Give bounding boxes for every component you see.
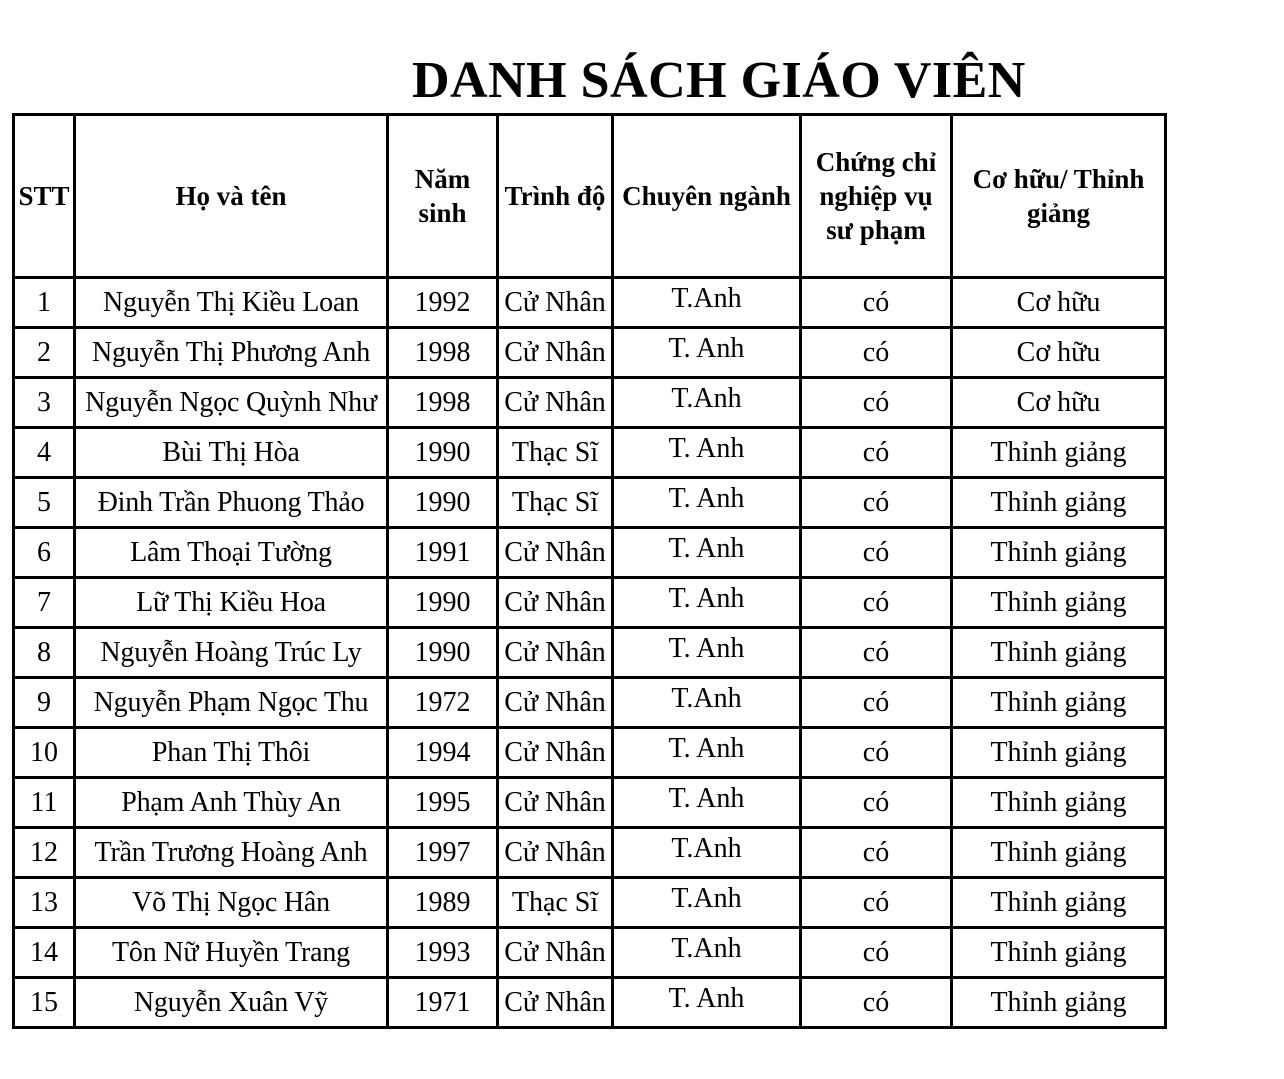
header-type: Cơ hữu/ Thỉnh giảng — [952, 115, 1166, 278]
cell-level: Cử Nhân — [498, 778, 613, 828]
cell-name: Nguyễn Phạm Ngọc Thu — [75, 678, 388, 728]
table-row — [14, 728, 1166, 778]
cell-name: Nguyễn Ngọc Quỳnh Như — [75, 378, 388, 428]
cell-year: 1998 — [388, 378, 498, 428]
cell-year: 1989 — [388, 878, 498, 928]
cell-name: Lâm Thoại Tường — [75, 528, 388, 578]
cell-stt: 6 — [14, 528, 75, 578]
cell-major: T. Anh — [613, 428, 801, 478]
cell-major: T.Anh — [613, 678, 801, 728]
cell-level: Cử Nhân — [498, 378, 613, 428]
cell-year: 1990 — [388, 478, 498, 528]
cell-cert: có — [801, 378, 952, 428]
cell-cert: có — [801, 928, 952, 978]
cell-year: 1998 — [388, 328, 498, 378]
cell-year: 1990 — [388, 628, 498, 678]
cell-stt: 14 — [14, 928, 75, 978]
table-row — [14, 878, 1166, 928]
cell-major: T. Anh — [613, 628, 801, 678]
table-header-row — [14, 115, 1166, 278]
header-major: Chuyên ngành — [613, 115, 801, 278]
cell-year: 1993 — [388, 928, 498, 978]
cell-level: Cử Nhân — [498, 928, 613, 978]
table-row — [14, 778, 1166, 828]
cell-name: Phạm Anh Thùy An — [75, 778, 388, 828]
cell-major: T.Anh — [613, 828, 801, 878]
cell-cert: có — [801, 578, 952, 628]
table-row — [14, 528, 1166, 578]
table-row — [14, 578, 1166, 628]
header-cert: Chứng chỉ nghiệp vụ sư phạm — [801, 115, 952, 278]
cell-year: 1994 — [388, 728, 498, 778]
cell-major: T.Anh — [613, 378, 801, 428]
cell-type: Thỉnh giảng — [952, 528, 1166, 578]
cell-major: T. Anh — [613, 978, 801, 1028]
cell-name: Võ Thị Ngọc Hân — [75, 878, 388, 928]
table-row — [14, 628, 1166, 678]
cell-type: Thỉnh giảng — [952, 778, 1166, 828]
cell-level: Cử Nhân — [498, 328, 613, 378]
cell-stt: 5 — [14, 478, 75, 528]
cell-level: Cử Nhân — [498, 278, 613, 328]
table-row — [14, 378, 1166, 428]
cell-stt: 9 — [14, 678, 75, 728]
cell-major: T. Anh — [613, 778, 801, 828]
header-level: Trình độ — [498, 115, 613, 278]
cell-stt: 15 — [14, 978, 75, 1028]
cell-stt: 11 — [14, 778, 75, 828]
cell-year: 1972 — [388, 678, 498, 728]
cell-cert: có — [801, 728, 952, 778]
table-row — [14, 678, 1166, 728]
cell-type: Thỉnh giảng — [952, 478, 1166, 528]
cell-name: Nguyễn Thị Kiều Loan — [75, 278, 388, 328]
cell-cert: có — [801, 878, 952, 928]
cell-major: T. Anh — [613, 528, 801, 578]
cell-cert: có — [801, 478, 952, 528]
cell-type: Thỉnh giảng — [952, 678, 1166, 728]
cell-stt: 13 — [14, 878, 75, 928]
cell-level: Thạc Sĩ — [498, 428, 613, 478]
cell-major: T.Anh — [613, 878, 801, 928]
table-row — [14, 928, 1166, 978]
cell-type: Cơ hữu — [952, 328, 1166, 378]
cell-name: Trần Trương Hoàng Anh — [75, 828, 388, 878]
cell-level: Thạc Sĩ — [498, 878, 613, 928]
cell-name: Tôn Nữ Huyền Trang — [75, 928, 388, 978]
cell-major: T. Anh — [613, 728, 801, 778]
table-body — [14, 278, 1166, 1028]
cell-type: Thỉnh giảng — [952, 928, 1166, 978]
cell-stt: 12 — [14, 828, 75, 878]
cell-cert: có — [801, 328, 952, 378]
cell-year: 1990 — [388, 578, 498, 628]
cell-level: Cử Nhân — [498, 828, 613, 878]
table-row — [14, 278, 1166, 328]
cell-stt: 8 — [14, 628, 75, 678]
cell-name: Nguyễn Thị Phương Anh — [75, 328, 388, 378]
cell-cert: có — [801, 678, 952, 728]
page-title: DANH SÁCH GIÁO VIÊN — [412, 52, 1026, 109]
cell-name: Bùi Thị Hòa — [75, 428, 388, 478]
cell-type: Thỉnh giảng — [952, 878, 1166, 928]
cell-level: Cử Nhân — [498, 728, 613, 778]
cell-cert: có — [801, 278, 952, 328]
cell-level: Cử Nhân — [498, 578, 613, 628]
cell-year: 1997 — [388, 828, 498, 878]
cell-type: Thỉnh giảng — [952, 628, 1166, 678]
cell-level: Cử Nhân — [498, 978, 613, 1028]
table-row — [14, 428, 1166, 478]
cell-stt: 4 — [14, 428, 75, 478]
cell-stt: 1 — [14, 278, 75, 328]
cell-stt: 3 — [14, 378, 75, 428]
cell-year: 1990 — [388, 428, 498, 478]
cell-cert: có — [801, 628, 952, 678]
cell-type: Cơ hữu — [952, 278, 1166, 328]
cell-name: Đinh Trần Phuong Thảo — [75, 478, 388, 528]
header-name: Họ và tên — [75, 115, 388, 278]
cell-cert: có — [801, 828, 952, 878]
header-year: Năm sinh — [388, 115, 498, 278]
cell-type: Thỉnh giảng — [952, 578, 1166, 628]
cell-cert: có — [801, 978, 952, 1028]
cell-year: 1971 — [388, 978, 498, 1028]
cell-major: T. Anh — [613, 328, 801, 378]
cell-cert: có — [801, 428, 952, 478]
cell-name: Nguyễn Hoàng Trúc Ly — [75, 628, 388, 678]
cell-stt: 7 — [14, 578, 75, 628]
cell-major: T.Anh — [613, 928, 801, 978]
cell-type: Cơ hữu — [952, 378, 1166, 428]
table-row — [14, 328, 1166, 378]
cell-level: Thạc Sĩ — [498, 478, 613, 528]
cell-level: Cử Nhân — [498, 678, 613, 728]
cell-stt: 10 — [14, 728, 75, 778]
cell-name: Lữ Thị Kiều Hoa — [75, 578, 388, 628]
cell-name: Nguyễn Xuân Vỹ — [75, 978, 388, 1028]
cell-major: T.Anh — [613, 278, 801, 328]
cell-stt: 2 — [14, 328, 75, 378]
cell-year: 1991 — [388, 528, 498, 578]
table-row — [14, 478, 1166, 528]
cell-year: 1995 — [388, 778, 498, 828]
cell-major: T. Anh — [613, 578, 801, 628]
cell-cert: có — [801, 528, 952, 578]
cell-type: Thỉnh giảng — [952, 728, 1166, 778]
cell-level: Cử Nhân — [498, 528, 613, 578]
cell-type: Thỉnh giảng — [952, 828, 1166, 878]
table-row — [14, 828, 1166, 878]
table-row — [14, 978, 1166, 1028]
cell-major: T. Anh — [613, 478, 801, 528]
cell-cert: có — [801, 778, 952, 828]
cell-level: Cử Nhân — [498, 628, 613, 678]
cell-type: Thỉnh giảng — [952, 978, 1166, 1028]
teacher-table — [12, 113, 1167, 1029]
cell-type: Thỉnh giảng — [952, 428, 1166, 478]
cell-year: 1992 — [388, 278, 498, 328]
header-stt: STT — [14, 115, 75, 278]
cell-name: Phan Thị Thôi — [75, 728, 388, 778]
